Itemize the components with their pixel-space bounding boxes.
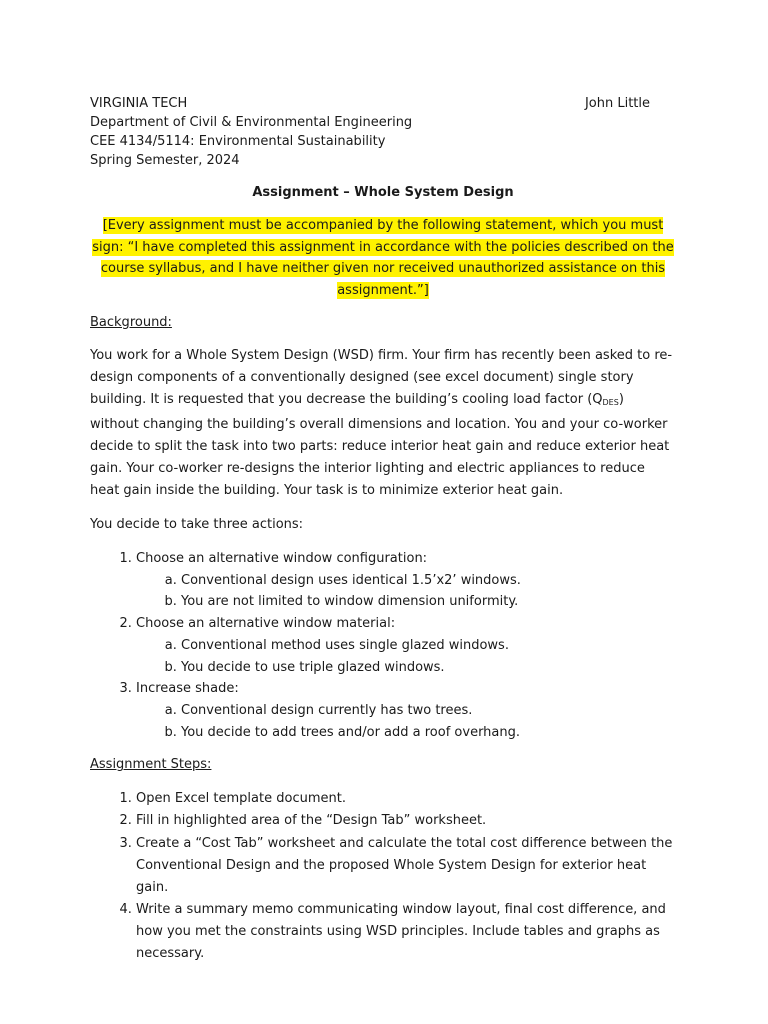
document-header [90,94,676,170]
background-heading: Background: [90,315,172,330]
institution-name: VIRGINIA TECH [90,96,188,111]
course-name: CEE 4134/5114: Environmental Sustainability [90,134,386,149]
honor-statement-text: [Every assignment must be accompanied by the following statement, which you must sign: “I have completed this assignment in accordance with the policies described on the course syllabus, and I have neither given nor received unauthorized assistance on this assignment.”] [92,218,674,298]
department-name: Department of Civil & Environmental Engineering [90,115,413,130]
action-text: Choose an alternative window material: [136,616,396,632]
author-name: John Little [584,96,650,111]
list-item: 3. Create a “Cost Tab” worksheet and calculate the total cost difference between the Conventional Design and the proposed Whole System Design for exterior heat gain. [136,833,676,899]
list-item [136,678,676,743]
list-item: a. Conventional method uses single glazed windows. [181,635,676,657]
actions-list [90,548,676,743]
q-subscript: DES [602,398,619,407]
sub-list [136,570,676,613]
list-item: a. Conventional design currently has two trees. [181,700,676,722]
semester: Spring Semester, 2024 [90,153,240,168]
background-text-part2: ) without changing the building’s overall dimensions and location. You and your co-worker decide to split the task into two parts: reduce interior heat gain and reduce exterior heat gain. Your co-worker re-designs the interior lighting and electric appliances to reduce heat gain inside the building. Your task is to minimize exterior heat gain. [90,392,670,498]
assignment-title: Assignment – Whole System Design [252,185,514,200]
sub-list [136,635,676,678]
honor-statement [90,215,676,301]
list-item: 4. Write a summary memo communicating window layout, final cost difference, and how you met the constraints using WSD principles. Include tables and graphs as necessary. [136,899,676,965]
list-item [136,613,676,678]
list-item: b. You are not limited to window dimension uniformity. [181,591,676,613]
list-item: b. You decide to add trees and/or add a roof overhang. [181,722,676,744]
action-text: Choose an alternative window configuration: [136,551,428,566]
background-text-part1: You work for a Whole System Design (WSD) firm. Your firm has recently been asked to re-design components of a conventionally designed (see excel document) single story building. It is requested that you decrease the building’s cooling load factor (Q [90,348,673,407]
list-item: 1. Open Excel template document. [136,788,676,810]
list-item: b. You decide to use triple glazed windows. [181,657,676,679]
list-item: 2. Fill in highlighted area of the “Design Tab” worksheet. [136,810,676,832]
actions-intro: You decide to take three actions: [90,517,304,532]
document-page [90,94,676,965]
background-paragraph [90,345,676,502]
sub-list [136,700,676,743]
list-item [136,548,676,613]
list-item: a. Conventional design uses identical 1.5’x2’ windows. [181,570,676,592]
steps-list [90,788,676,965]
steps-heading: Assignment Steps: [90,757,212,773]
action-text: Increase shade: [136,681,239,697]
